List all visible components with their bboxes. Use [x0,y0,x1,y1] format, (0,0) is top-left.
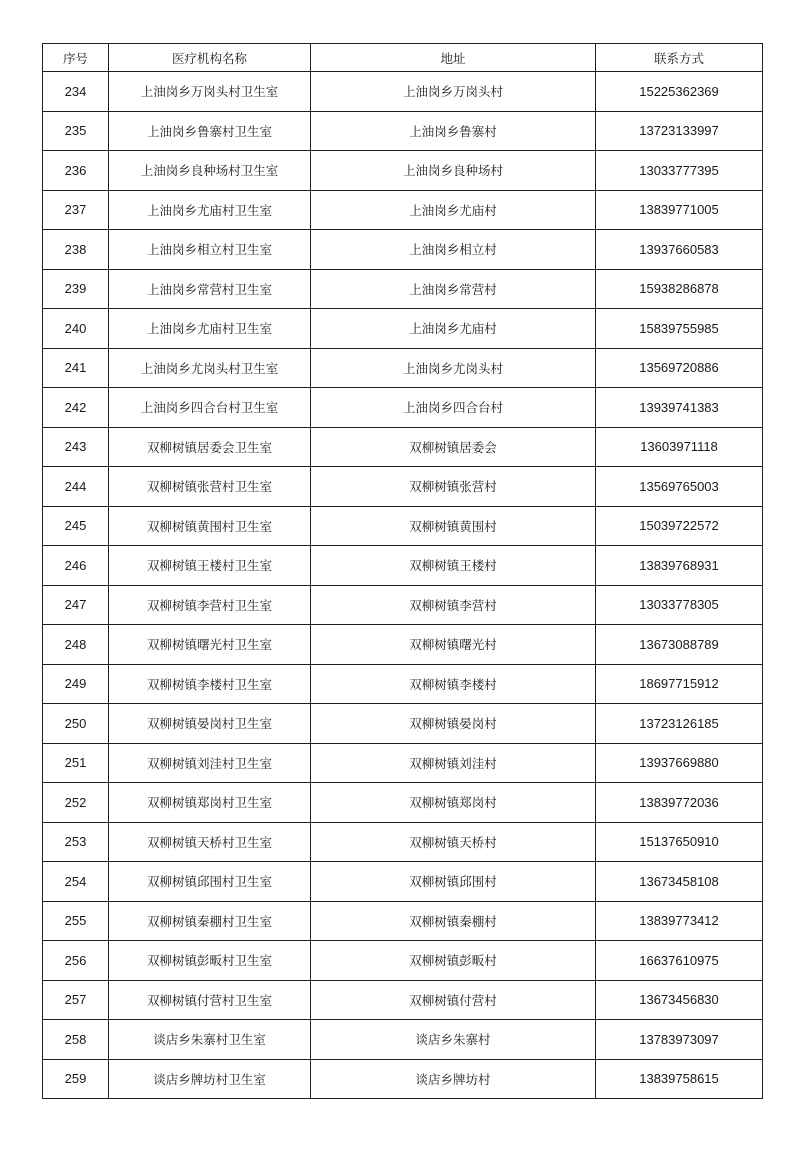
cell-address: 双柳树镇晏岗村 [311,704,596,744]
table-row [43,980,763,1020]
cell-index: 259 [43,1059,109,1099]
cell-address: 上油岗乡常营村 [311,269,596,309]
cell-address: 双柳树镇李营村 [311,585,596,625]
cell-index: 252 [43,783,109,823]
cell-address: 双柳树镇王楼村 [311,546,596,586]
cell-name: 上油岗乡尤庙村卫生室 [109,309,311,349]
cell-name: 双柳树镇李营村卫生室 [109,585,311,625]
table-row [43,190,763,230]
cell-address: 上油岗乡良种场村 [311,151,596,191]
cell-name: 双柳树镇王楼村卫生室 [109,546,311,586]
cell-address: 谈店乡牌坊村 [311,1059,596,1099]
table-body [43,72,763,1099]
cell-index: 235 [43,111,109,151]
cell-contact: 13783973097 [596,1020,763,1060]
cell-contact: 13839773412 [596,901,763,941]
cell-name: 上油岗乡常营村卫生室 [109,269,311,309]
cell-contact: 13937660583 [596,230,763,270]
cell-index: 243 [43,427,109,467]
cell-index: 234 [43,72,109,112]
cell-address: 上油岗乡相立村 [311,230,596,270]
cell-name: 双柳树镇居委会卫生室 [109,427,311,467]
table-row [43,427,763,467]
column-header-name: 医疗机构名称 [109,44,311,72]
cell-contact: 13839768931 [596,546,763,586]
cell-contact: 13723126185 [596,704,763,744]
table-header [43,44,763,72]
cell-index: 249 [43,664,109,704]
table-row [43,269,763,309]
cell-contact: 15039722572 [596,506,763,546]
cell-contact: 13033778305 [596,585,763,625]
cell-index: 236 [43,151,109,191]
cell-address: 双柳树镇付营村 [311,980,596,1020]
cell-index: 256 [43,941,109,981]
cell-index: 240 [43,309,109,349]
cell-address: 上油岗乡鲁寨村 [311,111,596,151]
cell-address: 双柳树镇邱围村 [311,862,596,902]
medical-facility-table [42,43,763,1099]
cell-contact: 13839772036 [596,783,763,823]
table-row [43,585,763,625]
table-row [43,901,763,941]
cell-index: 244 [43,467,109,507]
cell-index: 258 [43,1020,109,1060]
cell-contact: 15137650910 [596,822,763,862]
cell-address: 上油岗乡尤庙村 [311,190,596,230]
cell-index: 254 [43,862,109,902]
cell-contact: 13839771005 [596,190,763,230]
column-header-contact: 联系方式 [596,44,763,72]
cell-index: 251 [43,743,109,783]
table-row [43,348,763,388]
cell-index: 245 [43,506,109,546]
table-row [43,546,763,586]
cell-name: 双柳树镇郑岗村卫生室 [109,783,311,823]
cell-index: 241 [43,348,109,388]
table-row [43,822,763,862]
cell-address: 双柳树镇李楼村 [311,664,596,704]
cell-name: 上油岗乡相立村卫生室 [109,230,311,270]
cell-name: 谈店乡牌坊村卫生室 [109,1059,311,1099]
cell-address: 双柳树镇刘洼村 [311,743,596,783]
cell-name: 双柳树镇彭畈村卫生室 [109,941,311,981]
column-header-address: 地址 [311,44,596,72]
cell-name: 上油岗乡尤岗头村卫生室 [109,348,311,388]
cell-name: 双柳树镇张营村卫生室 [109,467,311,507]
table-row [43,506,763,546]
cell-index: 255 [43,901,109,941]
cell-contact: 13723133997 [596,111,763,151]
cell-name: 上油岗乡鲁寨村卫生室 [109,111,311,151]
column-header-index: 序号 [43,44,109,72]
cell-address: 上油岗乡尤岗头村 [311,348,596,388]
cell-address: 双柳树镇张营村 [311,467,596,507]
cell-index: 239 [43,269,109,309]
cell-name: 上油岗乡良种场村卫生室 [109,151,311,191]
cell-contact: 13673456830 [596,980,763,1020]
cell-index: 246 [43,546,109,586]
cell-name: 双柳树镇付营村卫生室 [109,980,311,1020]
table-row [43,309,763,349]
table-row [43,467,763,507]
cell-contact: 13603971118 [596,427,763,467]
cell-contact: 16637610975 [596,941,763,981]
cell-contact: 13033777395 [596,151,763,191]
cell-index: 253 [43,822,109,862]
cell-contact: 15225362369 [596,72,763,112]
cell-address: 上油岗乡万岗头村 [311,72,596,112]
table-row [43,743,763,783]
cell-contact: 13673088789 [596,625,763,665]
cell-name: 双柳树镇黄围村卫生室 [109,506,311,546]
table-row [43,151,763,191]
cell-name: 双柳树镇晏岗村卫生室 [109,704,311,744]
cell-name: 上油岗乡四合台村卫生室 [109,388,311,428]
cell-index: 238 [43,230,109,270]
table-row [43,664,763,704]
cell-contact: 13569720886 [596,348,763,388]
cell-contact: 18697715912 [596,664,763,704]
cell-address: 上油岗乡尤庙村 [311,309,596,349]
table-row [43,783,763,823]
cell-address: 谈店乡朱寨村 [311,1020,596,1060]
cell-index: 247 [43,585,109,625]
cell-address: 双柳树镇天桥村 [311,822,596,862]
cell-name: 谈店乡朱寨村卫生室 [109,1020,311,1060]
cell-name: 双柳树镇刘洼村卫生室 [109,743,311,783]
cell-name: 上油岗乡万岗头村卫生室 [109,72,311,112]
table-row [43,862,763,902]
cell-contact: 13569765003 [596,467,763,507]
cell-contact: 13673458108 [596,862,763,902]
cell-contact: 13937669880 [596,743,763,783]
cell-address: 双柳树镇黄围村 [311,506,596,546]
cell-address: 双柳树镇居委会 [311,427,596,467]
table-row [43,72,763,112]
cell-name: 双柳树镇邱围村卫生室 [109,862,311,902]
table-row [43,388,763,428]
cell-index: 242 [43,388,109,428]
cell-name: 双柳树镇李楼村卫生室 [109,664,311,704]
table-row [43,111,763,151]
cell-contact: 13839758615 [596,1059,763,1099]
cell-address: 上油岗乡四合台村 [311,388,596,428]
table-row [43,1059,763,1099]
table-row [43,941,763,981]
table-row [43,1020,763,1060]
cell-contact: 15938286878 [596,269,763,309]
cell-index: 257 [43,980,109,1020]
cell-address: 双柳树镇郑岗村 [311,783,596,823]
table-row [43,230,763,270]
header-row [43,44,763,72]
cell-contact: 13939741383 [596,388,763,428]
table-row [43,625,763,665]
cell-name: 双柳树镇秦棚村卫生室 [109,901,311,941]
cell-name: 双柳树镇天桥村卫生室 [109,822,311,862]
cell-address: 双柳树镇秦棚村 [311,901,596,941]
cell-index: 237 [43,190,109,230]
table-row [43,704,763,744]
cell-name: 上油岗乡尤庙村卫生室 [109,190,311,230]
cell-address: 双柳树镇彭畈村 [311,941,596,981]
cell-address: 双柳树镇曙光村 [311,625,596,665]
cell-contact: 15839755985 [596,309,763,349]
cell-index: 250 [43,704,109,744]
cell-name: 双柳树镇曙光村卫生室 [109,625,311,665]
cell-index: 248 [43,625,109,665]
